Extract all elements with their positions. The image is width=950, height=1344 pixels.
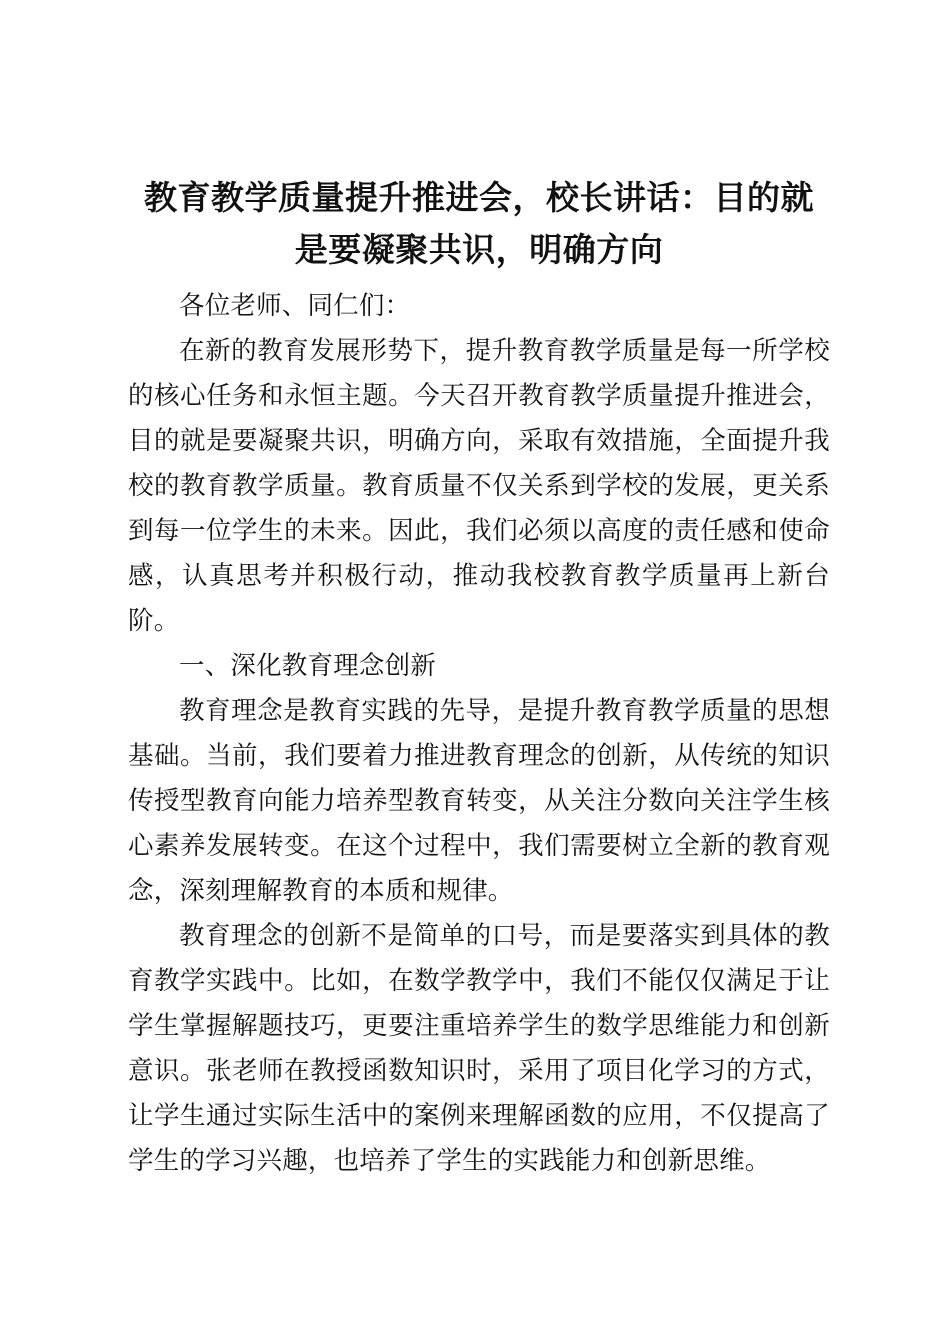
intro-paragraph: 在新的教育发展形势下，提升教育教学质量是每一所学校的核心任务和永恒主题。今天召开教育教学质量提升推进会，目的就是要凝聚共识，明确方向，采取有效措施，全面提升我校的教育教学质量。教育质量不仅关系到学校的发展，更关系到每一位学生的未来。因此，我们必须以高度的责任感和使命感，认真思考并积极行动，推动我校教育教学质量再上新台阶。 [128, 336, 830, 636]
section-paragraph: 教育理念的创新不是简单的口号，而是要落实到具体的教育教学实践中。比如，在数学教学中，我们不能仅仅满足于让学生掌握解题技巧，更要注重培养学生的数学思维能力和创新意识。张老师在教授函数知识时，采用了项目化学习的方式，让学生通过实际生活中的案例来理解函数的应用，不仅提高了学生的学习兴趣，也培养了学生的实践能力和创新思维。 [128, 921, 830, 1176]
document-body [128, 172, 830, 1184]
section-paragraph: 教育理念是教育实践的先导，是提升教育教学质量的思想基础。当前，我们要着力推进教育理念的创新，从传统的知识传授型教育向能力培养型教育转变，从关注分数向关注学生核心素养发展转变。在这个过程中，我们需要树立全新的教育观念，深刻理解教育的本质和规律。 [128, 696, 830, 906]
document-title: 教育教学质量提升推进会，校长讲话：目的就是要凝聚共识，明确方向 [144, 178, 814, 269]
greeting: 各位老师、同仁们： [179, 291, 411, 321]
section-heading: 一、深化教育理念创新 [179, 651, 437, 681]
